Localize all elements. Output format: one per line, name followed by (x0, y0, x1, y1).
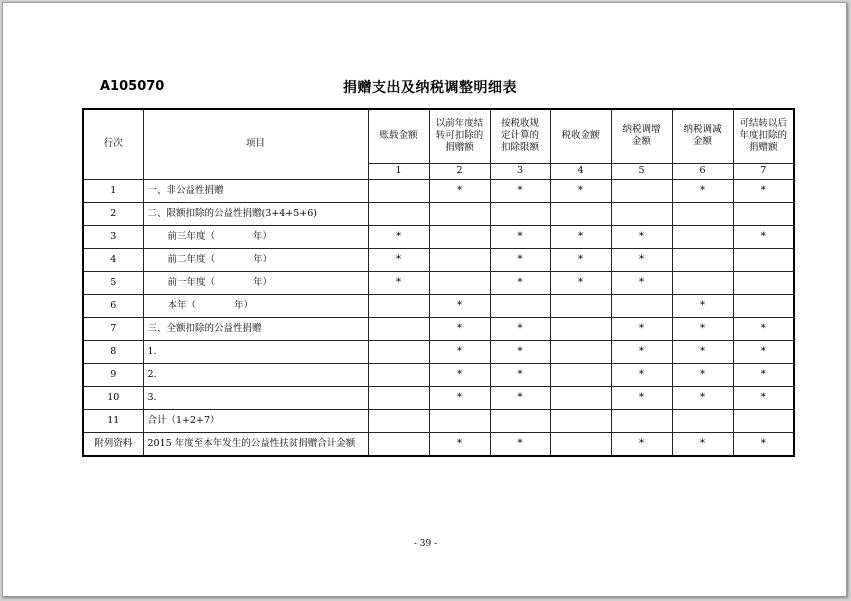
amount-cell: * (550, 271, 611, 294)
amount-cell[interactable] (611, 294, 672, 317)
header-col-7: 可结转以后年度扣除的捐赠额 (733, 109, 794, 163)
row-number: 11 (83, 409, 143, 432)
amount-cell: * (490, 225, 550, 248)
amount-cell[interactable] (550, 409, 611, 432)
amount-cell: * (733, 386, 794, 409)
amount-cell: * (733, 179, 794, 202)
donation-table (82, 108, 795, 457)
amount-cell: * (368, 248, 429, 271)
amount-cell: * (490, 432, 550, 456)
header-col-5: 纳税调增金额 (611, 109, 672, 163)
row-item: 前三年度（ 年） (143, 225, 368, 248)
amount-cell: * (429, 317, 490, 340)
header-col-3: 按税收规定计算的扣除限额 (490, 109, 550, 163)
row-item: 一、非公益性捐赠 (143, 179, 368, 202)
amount-cell: * (611, 225, 672, 248)
amount-cell: * (550, 225, 611, 248)
row-item: 前一年度（ 年） (143, 271, 368, 294)
header-col-6: 纳税调减金额 (672, 109, 733, 163)
amount-cell[interactable] (733, 202, 794, 225)
amount-cell: * (429, 179, 490, 202)
header-row (83, 109, 794, 163)
amount-cell: * (672, 294, 733, 317)
amount-cell[interactable] (733, 409, 794, 432)
col-no-1: 1 (368, 163, 429, 179)
amount-cell[interactable] (672, 248, 733, 271)
amount-cell[interactable] (550, 363, 611, 386)
amount-cell[interactable] (550, 386, 611, 409)
col-no-5: 5 (611, 163, 672, 179)
amount-cell[interactable] (550, 202, 611, 225)
amount-cell[interactable] (611, 179, 672, 202)
col-no-6: 6 (672, 163, 733, 179)
row-number: 6 (83, 294, 143, 317)
amount-cell: * (429, 363, 490, 386)
amount-cell: * (550, 179, 611, 202)
row-number: 4 (83, 248, 143, 271)
col-no-2: 2 (429, 163, 490, 179)
document-page (2, 2, 847, 597)
amount-cell: * (429, 294, 490, 317)
amount-cell: * (672, 432, 733, 456)
amount-cell: * (672, 340, 733, 363)
header-item: 项目 (143, 109, 368, 179)
row-number: 8 (83, 340, 143, 363)
amount-cell[interactable] (368, 340, 429, 363)
amount-cell: * (733, 363, 794, 386)
amount-cell: * (429, 432, 490, 456)
row-number: 3 (83, 225, 143, 248)
amount-cell: * (490, 340, 550, 363)
amount-cell[interactable] (490, 294, 550, 317)
amount-cell: * (733, 432, 794, 456)
table-row (83, 225, 794, 248)
amount-cell[interactable] (611, 202, 672, 225)
amount-cell: * (611, 363, 672, 386)
amount-cell: * (490, 179, 550, 202)
amount-cell: * (611, 317, 672, 340)
amount-cell[interactable] (368, 386, 429, 409)
col-no-4: 4 (550, 163, 611, 179)
amount-cell: * (733, 225, 794, 248)
amount-cell[interactable] (368, 202, 429, 225)
row-item: 三、全额扣除的公益性捐赠 (143, 317, 368, 340)
amount-cell[interactable] (672, 409, 733, 432)
amount-cell: * (672, 363, 733, 386)
amount-cell[interactable] (672, 225, 733, 248)
row-number: 1 (83, 179, 143, 202)
amount-cell: * (429, 340, 490, 363)
row-number: 附列资料 (83, 432, 143, 456)
row-item: 1. (143, 340, 368, 363)
row-number: 2 (83, 202, 143, 225)
amount-cell[interactable] (429, 271, 490, 294)
row-number: 9 (83, 363, 143, 386)
amount-cell: * (611, 432, 672, 456)
row-item: 二、限额扣除的公益性捐赠(3+4+5+6) (143, 202, 368, 225)
row-item: 3. (143, 386, 368, 409)
amount-cell: * (550, 248, 611, 271)
row-item: 2015 年度至本年发生的公益性扶贫捐赠合计金额 (143, 432, 368, 456)
amount-cell: * (368, 271, 429, 294)
form-title: 捐赠支出及纳税调整明细表 (343, 80, 517, 96)
table-row (83, 386, 794, 409)
amount-cell: * (429, 386, 490, 409)
amount-cell: * (611, 248, 672, 271)
amount-cell: * (611, 386, 672, 409)
table-row (83, 248, 794, 271)
amount-cell[interactable] (733, 294, 794, 317)
amount-cell: * (490, 248, 550, 271)
amount-cell: * (733, 340, 794, 363)
amount-cell[interactable] (733, 248, 794, 271)
header-col-4: 税收金额 (550, 109, 611, 163)
amount-cell[interactable] (429, 409, 490, 432)
amount-cell[interactable] (733, 271, 794, 294)
amount-cell: * (672, 317, 733, 340)
header-row-no: 行次 (83, 109, 143, 179)
row-number: 5 (83, 271, 143, 294)
amount-cell[interactable] (368, 179, 429, 202)
amount-cell[interactable] (368, 317, 429, 340)
table-row (83, 363, 794, 386)
row-item: 合计（1+2+7） (143, 409, 368, 432)
header-col-1: 账载金额 (368, 109, 429, 163)
amount-cell: * (611, 271, 672, 294)
table-row (83, 409, 794, 432)
amount-cell: * (611, 340, 672, 363)
row-item: 本年（ 年） (143, 294, 368, 317)
col-no-3: 3 (490, 163, 550, 179)
amount-cell: * (490, 317, 550, 340)
amount-cell: * (490, 271, 550, 294)
table-row (83, 202, 794, 225)
amount-cell[interactable] (368, 363, 429, 386)
amount-cell: * (672, 179, 733, 202)
table-row (83, 340, 794, 363)
page-number: - 39 - (413, 539, 438, 549)
col-no-7: 7 (733, 163, 794, 179)
amount-cell: * (490, 386, 550, 409)
amount-cell[interactable] (490, 409, 550, 432)
amount-cell[interactable] (429, 225, 490, 248)
header-col-2: 以前年度结转可扣除的捐赠额 (429, 109, 490, 163)
amount-cell[interactable] (550, 340, 611, 363)
row-item: 前二年度（ 年） (143, 248, 368, 271)
amount-cell[interactable] (550, 432, 611, 456)
row-number: 10 (83, 386, 143, 409)
amount-cell: * (733, 317, 794, 340)
amount-cell: * (368, 225, 429, 248)
table-row (83, 432, 794, 456)
amount-cell[interactable] (429, 202, 490, 225)
table-row (83, 294, 794, 317)
amount-cell[interactable] (368, 432, 429, 456)
amount-cell[interactable] (550, 317, 611, 340)
amount-cell[interactable] (672, 271, 733, 294)
table-row (83, 317, 794, 340)
amount-cell[interactable] (550, 294, 611, 317)
amount-cell[interactable] (429, 248, 490, 271)
form-code: A105070 (100, 79, 165, 94)
amount-cell[interactable] (368, 409, 429, 432)
amount-cell: * (672, 386, 733, 409)
amount-cell[interactable] (368, 294, 429, 317)
amount-cell: * (490, 363, 550, 386)
amount-cell[interactable] (672, 202, 733, 225)
table-body (83, 109, 794, 456)
amount-cell[interactable] (490, 202, 550, 225)
table-row (83, 179, 794, 202)
row-item: 2. (143, 363, 368, 386)
row-number: 7 (83, 317, 143, 340)
table-row (83, 271, 794, 294)
amount-cell[interactable] (611, 409, 672, 432)
